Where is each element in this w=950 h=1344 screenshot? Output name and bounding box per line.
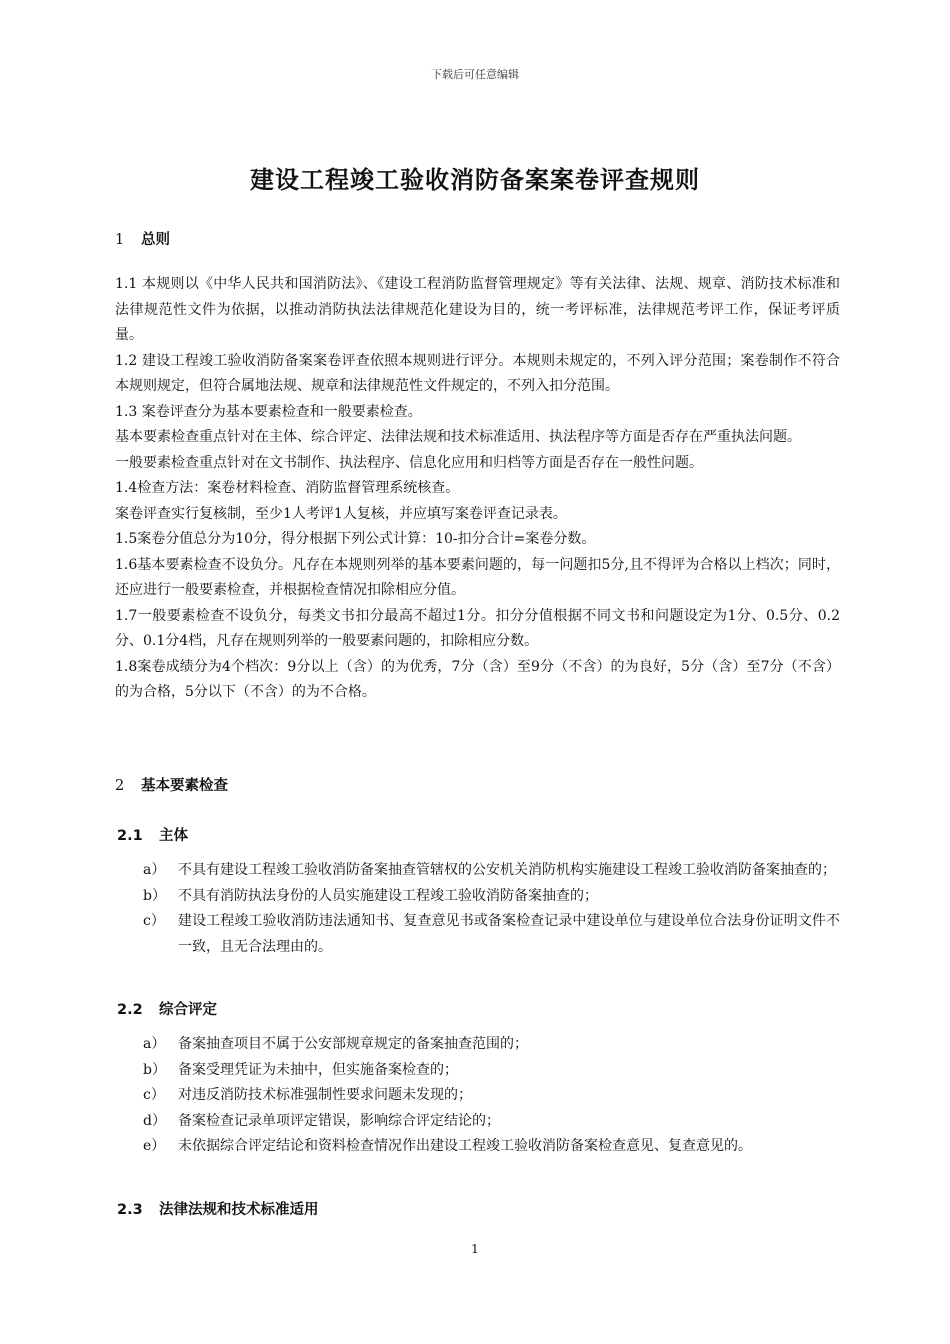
list-item [143,909,840,960]
list-item [143,1134,840,1160]
section-title: 基本要素检查 [141,778,228,794]
paragraph: 1.4检查方法：案卷材料检查、消防监督管理系统核查。 [115,480,460,496]
list-text: 不具有建设工程竣工验收消防备案抽查管辖权的公安机关消防机构实施建设工程竣工验收消防备案抽查的； [178,862,836,878]
list-marker: c） [143,913,165,929]
page-number: 1 [471,1242,479,1256]
subsection-number: 2.1 [117,828,143,844]
list-text: 对违反消防技术标准强制性要求问题未发现的； [178,1087,472,1103]
list-marker: a） [143,1036,166,1052]
subsection-2-1-list [143,858,840,960]
list-item [143,1032,840,1058]
subsection-title: 法律法规和技术标准适用 [159,1202,319,1218]
list-marker: e） [143,1138,166,1154]
subsection-title: 综合评定 [159,1002,217,1018]
paragraph: 1.7一般要素检查不设负分，每类文书扣分最高不超过1分。扣分分值根据不同文书和问题设定为1分、0.5分、0.2分、0.1分4档，凡存在规则列举的一般要素问题的，扣除相应分数。 [115,607,840,649]
list-text: 备案受理凭证为未抽中，但实施备案检查的； [178,1061,458,1078]
subsection-2-2-heading [117,998,217,1019]
section-1-heading [115,228,170,249]
list-marker: d） [143,1112,166,1129]
list-text: 备案检查记录单项评定错误，影响综合评定结论的； [178,1112,500,1129]
section-number: 1 [115,232,125,248]
list-text: 备案抽查项目不属于公安部规章规定的备案抽查范围的； [178,1036,528,1052]
section-1-body [115,272,840,706]
subsection-2-3-heading [117,1198,319,1219]
paragraph: 1.2 建设工程竣工验收消防备案案卷评查依照本规则进行评分。本规则未规定的，不列入评分范围；案卷制作不符合本规则规定，但符合属地法规、规章和法律规范性文件规定的，不列入扣分范围。 [115,352,840,394]
paragraph: 1.8案卷成绩分为4个档次：9分以上（含）的为优秀，7分（含）至9分（不含）的为良好，5分（含）至7分（不含）的为合格，5分以下（不含）的为不合格。 [115,658,840,700]
subsection-2-1-heading [117,824,188,845]
list-item [143,1058,840,1084]
list-marker: b） [143,887,166,904]
list-item [143,858,840,884]
paragraph: 1.3 案卷评查分为基本要素检查和一般要素检查。 [115,403,422,420]
paragraph: 一般要素检查重点针对在文书制作、执法程序、信息化应用和归档等方面是否存在一般性问题。 [115,454,703,471]
paragraph: 1.6基本要素检查不设负分。凡存在本规则列举的基本要素问题的，每一问题扣5分,且不得评为合格以上档次；同时，还应进行一般要素检查，并根据检查情况扣除相应分值。 [115,556,840,598]
list-marker: c） [143,1087,165,1103]
document-title: 建设工程竣工验收消防备案案卷评查规则 [250,166,700,194]
section-2-heading [115,774,228,795]
subsection-number: 2.3 [117,1202,143,1218]
list-text: 建设工程竣工验收消防违法通知书、复查意见书或备案检查记录中建设单位与建设单位合法身份证明文件不一致，且无合法理由的。 [178,913,840,955]
list-item [143,1109,840,1135]
section-title: 总则 [141,232,170,248]
subsection-title: 主体 [159,828,188,844]
paragraph: 1.1 本规则以《中华人民共和国消防法》、《建设工程消防监督管理规定》等有关法律、法规、规章、消防技术标准和法律规范性文件为依据，以推动消防执法法律规范化建设为目的，统一考评标准，法律规范考评工作，保证考评质量。 [115,276,840,343]
subsection-2-2-list [143,1032,840,1160]
paragraph: 案卷评查实行复核制，至少1人考评1人复核，并应填写案卷评查记录表。 [115,505,567,522]
paragraph: 1.5案卷分值总分为10分，得分根据下列公式计算：10-扣分合计=案卷分数。 [115,531,596,547]
list-item [143,1083,840,1109]
paragraph: 基本要素检查重点针对在主体、综合评定、法律法规和技术标准适用、执法程序等方面是否存在严重执法问题。 [115,429,801,445]
list-marker: b） [143,1061,166,1078]
page-header-note: 下载后可任意编辑 [431,68,519,81]
section-number: 2 [115,778,125,794]
list-marker: a） [143,862,166,878]
subsection-number: 2.2 [117,1002,143,1018]
list-text: 未依据综合评定结论和资料检查情况作出建设工程竣工验收消防备案检查意见、复查意见的。 [178,1138,752,1154]
list-item [143,884,840,910]
list-text: 不具有消防执法身份的人员实施建设工程竣工验收消防备案抽查的； [178,887,598,904]
